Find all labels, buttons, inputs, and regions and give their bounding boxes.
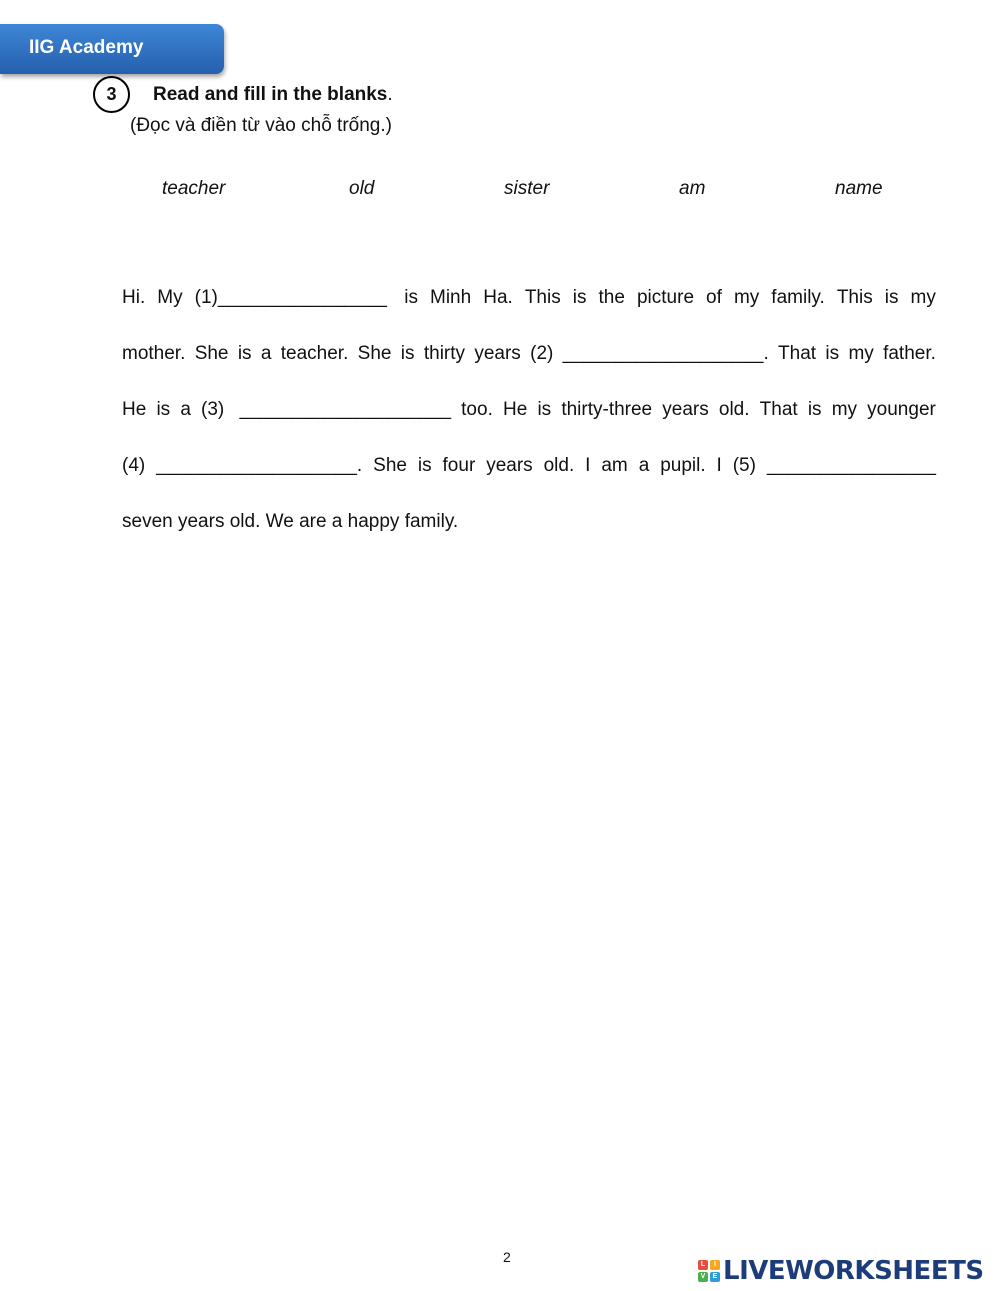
passage-word: my	[733, 287, 760, 308]
passage-word: years	[662, 399, 709, 420]
blank[interactable]: ________________	[766, 455, 936, 476]
passage-word: is	[237, 343, 252, 364]
passage-word: I	[716, 455, 722, 476]
passage-word: She	[357, 343, 392, 364]
passage-word: is	[400, 343, 415, 364]
passage-word: is	[156, 399, 171, 420]
passage-word: pupil.	[660, 455, 706, 476]
word-bank-item: name	[835, 178, 883, 199]
word-bank-item: teacher	[162, 178, 226, 199]
passage-word: This	[836, 287, 873, 308]
brand-tab: IIG Academy	[0, 24, 224, 74]
instruction-vietnamese: (Đọc và điền từ vào chỗ trống.)	[130, 115, 392, 136]
passage-word: my	[848, 343, 874, 364]
passage-word: old.	[718, 399, 750, 420]
word-bank	[122, 178, 936, 204]
blank[interactable]: ___________________.	[156, 455, 363, 476]
passage-word: a	[260, 343, 272, 364]
passage-word: is	[825, 343, 840, 364]
passage-word: father.	[883, 343, 936, 364]
passage-word: This	[524, 287, 561, 308]
logo-text: LIVEWORKSHEETS	[723, 1256, 984, 1286]
blank[interactable]: (1)________________	[194, 287, 393, 308]
passage-word: picture	[636, 287, 695, 308]
passage-word: years	[474, 343, 521, 364]
passage-line-2	[122, 326, 936, 382]
instruction	[153, 84, 393, 106]
logo-tile: E	[710, 1272, 720, 1282]
passage-word: a	[180, 399, 191, 420]
exercise-number: 3	[93, 76, 130, 113]
passage-word: is	[884, 287, 899, 308]
logo-tile: V	[698, 1272, 708, 1282]
passage-word: That	[778, 343, 817, 364]
passage-word: (3)	[201, 399, 230, 420]
passage-word: She	[373, 455, 407, 476]
passage-word: my	[910, 287, 936, 308]
instruction-text: Read and fill in the blanks	[153, 84, 388, 105]
passage-word: family.	[771, 287, 825, 308]
word-bank-item: sister	[504, 178, 550, 199]
passage-word: old.	[543, 455, 575, 476]
passage-word: That	[759, 399, 798, 420]
logo-tile: L	[698, 1260, 708, 1270]
passage-word: thirty-three	[561, 399, 653, 420]
passage-word: I	[585, 455, 591, 476]
passage-line-1	[122, 270, 936, 326]
passage-word: is	[572, 287, 587, 308]
passage-word: of	[706, 287, 722, 308]
passage-word: (4)	[122, 455, 146, 476]
passage-word: Ha.	[483, 287, 513, 308]
blank[interactable]: ___________________.	[562, 343, 769, 364]
passage-word: Hi.	[122, 287, 146, 308]
passage-line-5: seven years old. We are a happy family.	[122, 511, 459, 532]
passage-word: My	[157, 287, 183, 308]
passage-word: is	[417, 455, 432, 476]
passage-word: is	[404, 287, 418, 308]
passage	[122, 270, 936, 550]
passage-word: teacher.	[280, 343, 349, 364]
passage-word: (2)	[530, 343, 554, 364]
passage-word: mother.	[122, 343, 186, 364]
passage-word: am	[601, 455, 628, 476]
blank[interactable]: ____________________	[239, 399, 452, 420]
passage-word: years	[486, 455, 533, 476]
liveworksheets-logo[interactable]	[698, 1256, 984, 1286]
passage-word: is	[807, 399, 822, 420]
passage-line-4	[122, 438, 936, 494]
passage-word: thirty	[423, 343, 466, 364]
passage-word: is	[537, 399, 552, 420]
logo-icon	[698, 1260, 720, 1282]
word-bank-item: am	[679, 178, 706, 199]
passage-line-3	[122, 382, 936, 438]
passage-word: Minh	[430, 287, 472, 308]
passage-word: four	[442, 455, 476, 476]
passage-word: He	[122, 399, 147, 420]
passage-word: (5)	[732, 455, 756, 476]
passage-word: She	[194, 343, 229, 364]
passage-word: younger	[867, 399, 936, 420]
logo-tile: I	[710, 1260, 720, 1270]
passage-word: the	[598, 287, 625, 308]
page-number: 2	[503, 1249, 511, 1265]
passage-word: my	[831, 399, 858, 420]
instruction-period: .	[387, 84, 393, 105]
passage-word: too.	[461, 399, 493, 420]
word-bank-item: old	[349, 178, 375, 199]
passage-word: a	[638, 455, 650, 476]
passage-word: He	[503, 399, 528, 420]
